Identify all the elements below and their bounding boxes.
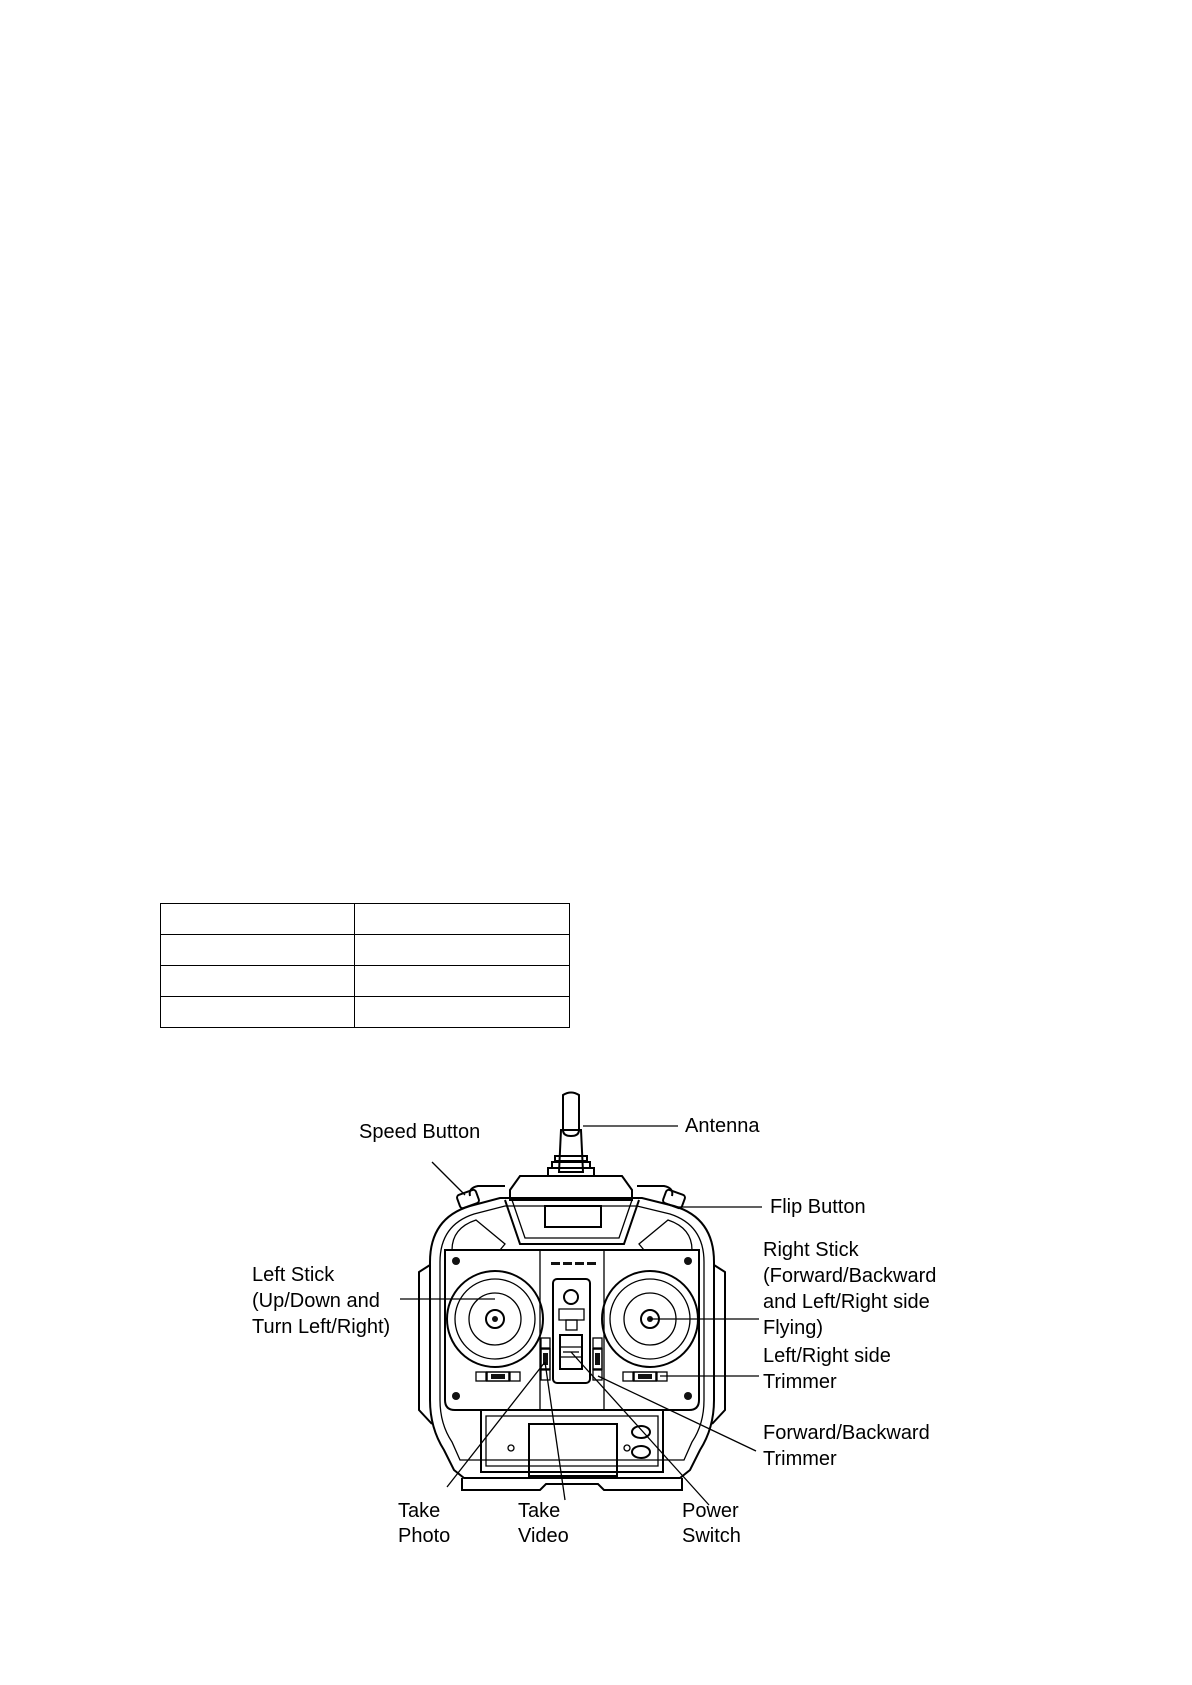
screw-icon bbox=[452, 1257, 460, 1265]
label-antenna: Antenna bbox=[685, 1115, 760, 1137]
label-right-stick-4: Flying) bbox=[763, 1317, 824, 1339]
label-take-video-1: Take bbox=[518, 1500, 561, 1522]
label-right-stick-2: (Forward/Backward bbox=[763, 1265, 937, 1287]
label-power-switch-1: Power bbox=[682, 1500, 739, 1522]
round-button-icon bbox=[632, 1446, 650, 1458]
label-lr-trimmer-1: Left/Right side bbox=[763, 1345, 891, 1367]
label-speed-button: Speed Button bbox=[359, 1121, 481, 1143]
led-indicators bbox=[551, 1262, 596, 1265]
callout-labels bbox=[252, 1115, 936, 1547]
label-power-switch-2: Switch bbox=[682, 1525, 741, 1547]
screw-icon bbox=[684, 1257, 692, 1265]
display-window bbox=[545, 1206, 601, 1227]
label-take-video-2: Video bbox=[518, 1525, 569, 1547]
left-trimmer-icon bbox=[476, 1372, 520, 1381]
antenna-icon bbox=[548, 1093, 594, 1177]
left-stick-icon bbox=[447, 1271, 543, 1367]
label-fb-trimmer-2: Trimmer bbox=[763, 1448, 837, 1470]
label-flip-button: Flip Button bbox=[770, 1196, 866, 1218]
controller-drawing bbox=[419, 1093, 725, 1491]
label-right-stick-3: and Left/Right side bbox=[763, 1291, 930, 1313]
label-left-stick-3: Turn Left/Right) bbox=[252, 1316, 391, 1338]
label-lr-trimmer-2: Trimmer bbox=[763, 1371, 837, 1393]
fb-trimmer-icon bbox=[593, 1338, 602, 1380]
label-take-photo-1: Take bbox=[398, 1500, 441, 1522]
take-photo-video-trim bbox=[541, 1338, 550, 1380]
screw-icon bbox=[452, 1392, 460, 1400]
battery-window bbox=[529, 1424, 617, 1476]
screw-icon bbox=[684, 1392, 692, 1400]
label-left-stick-1: Left Stick bbox=[252, 1264, 335, 1286]
label-fb-trimmer-1: Forward/Backward bbox=[763, 1422, 930, 1444]
label-take-photo-2: Photo bbox=[398, 1525, 451, 1547]
label-right-stick-1: Right Stick bbox=[763, 1239, 859, 1261]
label-left-stick-2: (Up/Down and bbox=[252, 1290, 380, 1312]
